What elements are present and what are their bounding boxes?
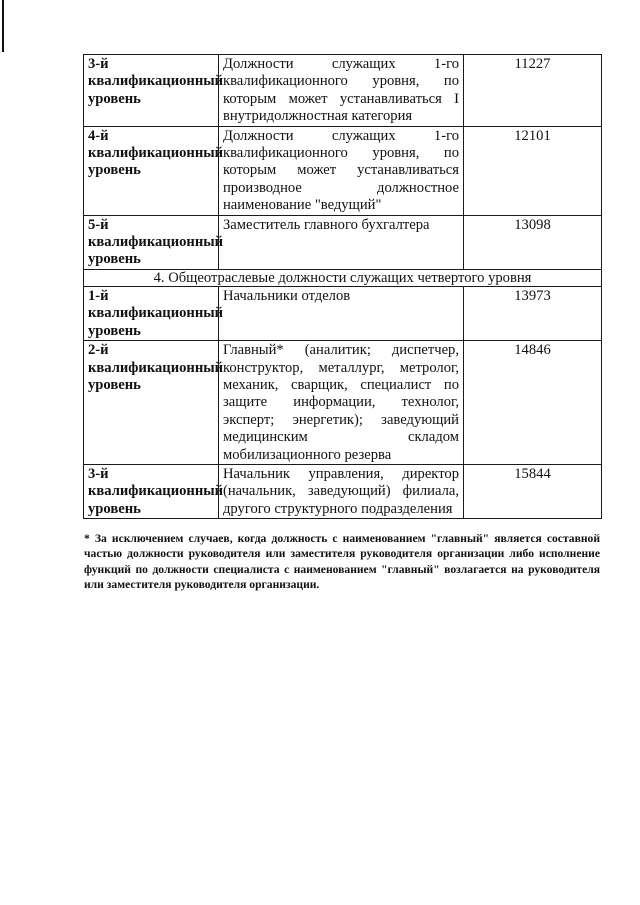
table-row xyxy=(84,341,602,465)
position-names-cell: Должности служащих 1-го квалификационного уровня, по которым может устанавливаться производное должностное наименование "ведущий" xyxy=(219,126,464,215)
qualification-level-cell: 5-й квалификационный уровень xyxy=(84,215,219,269)
table-row xyxy=(84,215,602,269)
table-row xyxy=(84,286,602,340)
salary-table xyxy=(83,54,602,519)
position-names-cell: Должности служащих 1-го квалификационного уровня, по которым может устанавливаться I внутридолжностная категория xyxy=(219,55,464,127)
position-names-cell: Начальники отделов xyxy=(219,286,464,340)
qualification-level-cell: 3-й квалификационный уровень xyxy=(84,55,219,127)
section-title: 4. Общеотраслевые должности служащих четвертого уровня xyxy=(84,269,602,286)
footnote: * За исключением случаев, когда должность с наименованием "главный" является составной частью должности руководителя или заместителя руководителя организации либо исполнение функций по должности специалиста с наименованием "главный" возлагается на руководителя или заместителя руководителя организации. xyxy=(84,532,600,592)
qualification-level-cell: 1-й квалификационный уровень xyxy=(84,286,219,340)
salary-cell: 13973 xyxy=(464,286,602,340)
position-names-cell: Заместитель главного бухгалтера xyxy=(219,215,464,269)
salary-cell: 14846 xyxy=(464,341,602,465)
salary-cell: 13098 xyxy=(464,215,602,269)
qualification-level-cell: 2-й квалификационный уровень xyxy=(84,341,219,465)
table-row xyxy=(84,126,602,215)
qualification-level-cell: 3-й квалификационный уровень xyxy=(84,464,219,518)
qualification-level-cell: 4-й квалификационный уровень xyxy=(84,126,219,215)
binding-margin-mark xyxy=(2,0,4,52)
salary-cell: 15844 xyxy=(464,464,602,518)
position-names-cell: Главный* (аналитик; диспетчер, конструктор, металлург, метролог, механик, сварщик, специалист по защите информации, технолог, эксперт; энергетик); заведующий медицинским складом мобилизационного резерва xyxy=(219,341,464,465)
table-row xyxy=(84,55,602,127)
section-header-row xyxy=(84,269,602,286)
table-row xyxy=(84,464,602,518)
position-names-cell: Начальник управления, директор (начальник, заведующий) филиала, другого структурного подразделения xyxy=(219,464,464,518)
salary-cell: 12101 xyxy=(464,126,602,215)
salary-cell: 11227 xyxy=(464,55,602,127)
